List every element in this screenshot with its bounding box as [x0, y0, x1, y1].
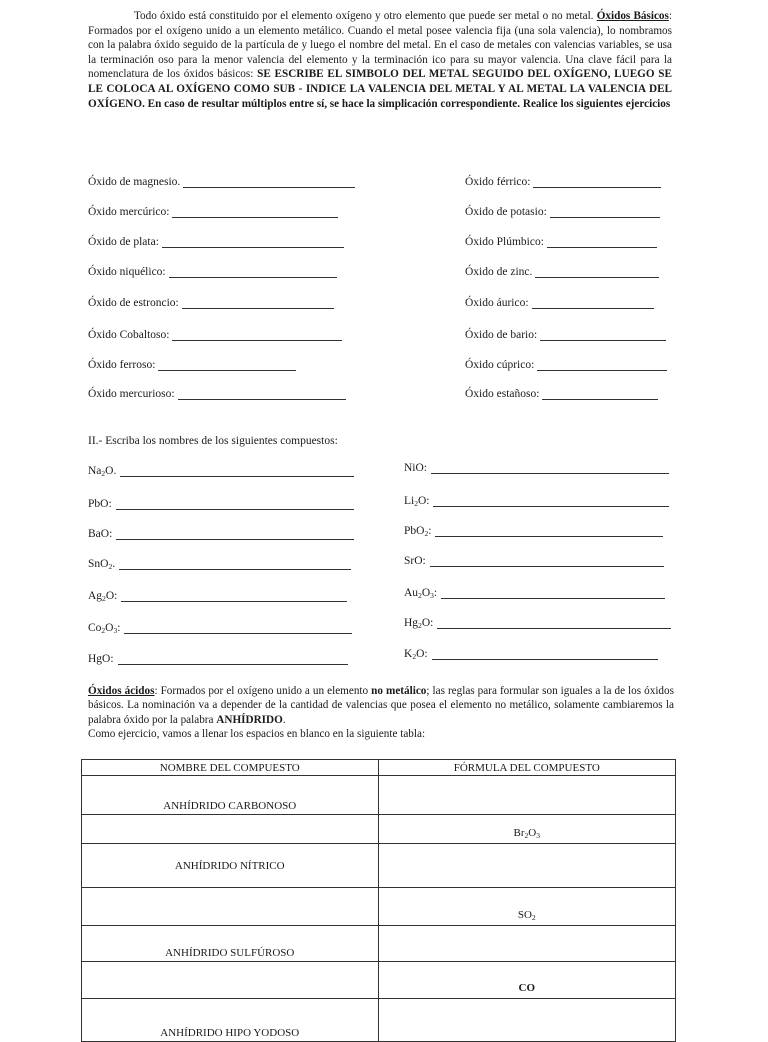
compound-formula [404, 525, 431, 537]
exercise-item [465, 329, 666, 341]
compound-formula [88, 498, 112, 510]
compound-name-cell [82, 926, 379, 962]
exercise-label: Óxido de zinc. [465, 266, 533, 278]
formula-part: 2 [424, 529, 429, 538]
compound-name: ANHÍDRIDO SULFÚROSO [165, 947, 295, 959]
compound-formula [404, 495, 429, 507]
compound-name-cell[interactable] [82, 962, 379, 999]
formula-part: 2 [101, 626, 106, 635]
table-row [82, 888, 676, 926]
formula-part: SO [517, 909, 532, 921]
formula-part: PbO [404, 525, 425, 537]
formula-part: 3 [430, 591, 434, 600]
exercise-item [465, 388, 658, 400]
formula-part: : [109, 528, 113, 540]
formula-part: : [422, 555, 426, 567]
compound-formula [88, 558, 115, 570]
compound-formula-cell [378, 815, 676, 844]
table-row [82, 926, 676, 962]
acidos-paragraph [88, 684, 674, 742]
formula-part: O [528, 827, 537, 839]
answer-blank-line[interactable] [158, 360, 296, 371]
formula-part: Hg [404, 617, 419, 629]
formula-part: 2 [414, 499, 418, 508]
formula-part: 2 [524, 831, 529, 840]
table-row [82, 844, 676, 888]
table-row [82, 999, 676, 1042]
answer-blank-line[interactable] [441, 588, 665, 599]
formula-part: SnO [88, 558, 109, 570]
compound-item [404, 648, 658, 660]
answer-blank-line[interactable] [116, 499, 354, 510]
formula-part: O: [421, 617, 434, 629]
formula-part: PbO [88, 498, 109, 510]
formula-part: 2 [102, 594, 106, 603]
formula-part: Li [404, 495, 415, 507]
exercise-item [88, 329, 342, 341]
formula-part: BaO [88, 528, 110, 540]
answer-blank-line[interactable] [542, 389, 658, 400]
exercise-label: Óxido Plúmbico: [465, 236, 544, 248]
answer-blank-line[interactable] [118, 654, 348, 665]
compound-item [404, 495, 669, 507]
answer-blank-line[interactable] [169, 267, 337, 278]
exercise-item [88, 388, 346, 400]
formula-part: : [117, 622, 121, 634]
exercise-label: Óxido mercúrico: [88, 206, 170, 218]
table-header-formula: FÓRMULA DEL COMPUESTO [378, 760, 676, 776]
answer-blank-line[interactable] [550, 207, 660, 218]
compound-item [404, 555, 664, 567]
compound-name: ANHÍDRIDO HIPO YODOSO [160, 1027, 300, 1039]
compound-formula [404, 587, 437, 599]
compound-formula [404, 617, 433, 629]
acidos-ejercicio-line: Como ejercicio, vamos a llenar los espacios en blanco en la siguiente tabla: [88, 728, 426, 741]
compound-formula [404, 648, 428, 660]
formula-part: NiO [404, 462, 424, 474]
compound-name-cell [82, 844, 379, 888]
section-2-heading: II.- Escriba los nombres de los siguientes compuestos: [88, 435, 338, 447]
exercise-item [465, 206, 660, 218]
anhidridos-table [81, 759, 676, 1042]
compound-formula-cell [378, 962, 676, 999]
compound-item [404, 462, 669, 474]
compound-formula-cell[interactable] [378, 926, 676, 962]
exercise-item [465, 176, 661, 188]
table-row [82, 776, 676, 815]
exercise-label: Óxido niquélico: [88, 266, 166, 278]
exercise-label: Óxido áurico: [465, 297, 529, 309]
basicos-text: : Formados por el oxígeno unido a un elemento metálico. Cuando el metal posee valencia fija (una sola valencia), lo nombramos con la palabra óxido seguido de la partícula de y luego el nombre del metal. En el caso de metales con valencias variables, se usa la terminación oso para la menor valencia del elemento y la terminación ico para su mayor valencia. Una clave fácil para la nomenclatura de los óxidos básicos: [88, 10, 672, 81]
exercise-item [465, 297, 654, 309]
answer-blank-line[interactable] [435, 526, 663, 537]
formula-part: : [433, 587, 438, 599]
answer-blank-line[interactable] [532, 298, 654, 309]
compound-formula-cell[interactable] [378, 776, 676, 815]
formula-part: 3 [113, 626, 118, 635]
answer-blank-line[interactable] [540, 330, 666, 341]
formula-part: O [105, 622, 114, 634]
compound-formula [404, 555, 426, 567]
compound-formula-cell[interactable] [378, 844, 676, 888]
formula-part: : [428, 525, 432, 537]
exercise-label: Óxido de estroncio: [88, 297, 179, 309]
compound-item [88, 558, 351, 570]
formula-part: 2 [101, 469, 106, 478]
formula-part: : [108, 498, 112, 510]
answer-blank-line[interactable] [533, 177, 661, 188]
formula-part: Co [88, 622, 102, 634]
formula-part: 2 [418, 621, 422, 630]
formula-part: O: [416, 648, 428, 660]
exercise-item [88, 297, 334, 309]
compound-name-cell[interactable] [82, 888, 379, 926]
table-row [82, 962, 676, 999]
exercise-item [88, 206, 338, 218]
formula-part: HgO [88, 653, 111, 665]
exercise-label: Óxido de bario: [465, 329, 538, 341]
acidos-anhidrido: ANHÍDRIDO [216, 713, 283, 726]
formula-part: O: [417, 495, 430, 507]
acidos-title: Óxidos ácidos [88, 685, 155, 697]
answer-blank-line[interactable] [432, 649, 658, 660]
exercise-label: Óxido ferroso: [88, 359, 156, 371]
compound-name: ANHÍDRIDO CARBONOSO [163, 800, 297, 812]
compound-formula [88, 622, 120, 634]
formula-part: : [110, 653, 114, 665]
acidos-text-1: : Formados por el oxígeno unido a un elemento [154, 685, 372, 697]
intro-line-1: Todo óxido está constituido por el elemento oxígeno y otro elemento que puede ser metal o no metal. [134, 10, 594, 22]
formula-part: SrO [404, 555, 423, 567]
acidos-text-3: . [282, 713, 286, 726]
exercise-label: Óxido de potasio: [465, 206, 547, 218]
compound-item [88, 498, 354, 510]
answer-blank-line[interactable] [119, 559, 351, 570]
exercise-label: Óxido de plata: [88, 236, 159, 248]
answer-blank-line[interactable] [116, 529, 354, 540]
formula-part: Ag [88, 590, 103, 602]
answer-blank-line[interactable] [121, 591, 347, 602]
table-header-name: NOMBRE DEL COMPUESTO [82, 760, 379, 776]
formula-part: . [112, 558, 116, 570]
exercise-item [465, 266, 659, 278]
compound-item [88, 528, 354, 540]
answer-blank-line[interactable] [537, 360, 667, 371]
compound-item [88, 622, 352, 634]
formula-part: K [404, 648, 413, 660]
answer-blank-line[interactable] [172, 207, 338, 218]
formula-part: Na [88, 465, 102, 477]
compound-item [88, 590, 347, 602]
compound-formula-cell [378, 888, 676, 926]
acidos-text-2: ; las reglas para formular son iguales a la de los óxidos básicos. La nominación va a depender de la cantidad de valencias que posea el elemento no metálico, solamente cambiaremos la palabra óxido por la palabra [88, 685, 674, 726]
compound-name-cell [82, 999, 379, 1042]
answer-blank-line[interactable] [437, 618, 671, 629]
table-row [82, 815, 676, 844]
formula-part: Au [404, 587, 419, 599]
compound-name-cell [82, 776, 379, 815]
formula-part: 2 [531, 913, 536, 922]
answer-blank-line[interactable] [162, 237, 344, 248]
answer-blank-line[interactable] [433, 496, 669, 507]
answer-blank-line[interactable] [124, 623, 352, 634]
formula-part: O: [105, 590, 118, 602]
exercise-item [88, 176, 355, 188]
compound-formula [404, 462, 427, 474]
compound-formula [88, 465, 116, 477]
exercise-item [88, 359, 296, 371]
basicos-title: Óxidos Básicos [596, 10, 669, 22]
exercise-label: Óxido de magnesio. [88, 176, 181, 188]
formula-part: O [421, 587, 431, 599]
compound-formula [88, 653, 114, 665]
formula-part: O. [105, 465, 117, 477]
compound-formula [88, 590, 117, 602]
compound-item [404, 525, 663, 537]
formula-part: CO [518, 982, 535, 994]
formula-part: Br [513, 827, 525, 839]
exercise-label: Óxido Cobaltoso: [88, 329, 170, 341]
basicos-clave: SE ESCRIBE EL SIMBOLO DEL METAL SEGUIDO DEL OXÍGENO, LUEGO SE LE COLOCA AL OXÍGENO COMO SUB - INDICE LA VALENCIA DEL METAL Y AL METAL LA VALENCIA DEL OXÍGENO. En caso de resultar múltiplos entre sí, se hace la simplicación correspondiente. Realice los siguientes ejercicios [88, 68, 672, 110]
exercise-item [88, 236, 344, 248]
intro-paragraph [88, 9, 672, 111]
compound-item [404, 587, 665, 599]
compound-item [88, 465, 354, 477]
exercise-label: Óxido estañoso: [465, 388, 540, 400]
acidos-no-metalico: no metálico [371, 685, 427, 697]
exercise-item [88, 266, 337, 278]
answer-blank-line[interactable] [120, 466, 354, 477]
table-formula [519, 982, 536, 998]
compound-item [88, 653, 348, 665]
compound-formula [88, 528, 112, 540]
answer-blank-line[interactable] [172, 330, 342, 341]
exercise-label: Óxido mercurioso: [88, 388, 175, 400]
formula-part: : [423, 462, 428, 474]
answer-blank-line[interactable] [178, 389, 346, 400]
exercise-label: Óxido cúprico: [465, 359, 535, 371]
table-formula [518, 909, 536, 925]
exercise-item [465, 236, 657, 248]
compound-item [404, 617, 671, 629]
compound-name: ANHÍDRIDO NÍTRICO [174, 859, 285, 872]
exercise-item [465, 359, 667, 371]
answer-blank-line[interactable] [430, 556, 664, 567]
formula-part: 2 [108, 562, 113, 571]
exercise-label: Óxido férrico: [465, 176, 531, 188]
answer-blank-line[interactable] [183, 177, 355, 188]
answer-blank-line[interactable] [535, 267, 659, 278]
answer-blank-line[interactable] [547, 237, 657, 248]
formula-part: 2 [412, 652, 417, 661]
compound-formula-cell[interactable] [378, 999, 676, 1042]
answer-blank-line[interactable] [182, 298, 334, 309]
formula-part: 3 [536, 831, 540, 840]
table-formula [514, 827, 540, 843]
table-header-row [82, 760, 676, 776]
formula-part: 2 [418, 591, 422, 600]
answer-blank-line[interactable] [431, 463, 669, 474]
compound-name-cell[interactable] [82, 815, 379, 844]
